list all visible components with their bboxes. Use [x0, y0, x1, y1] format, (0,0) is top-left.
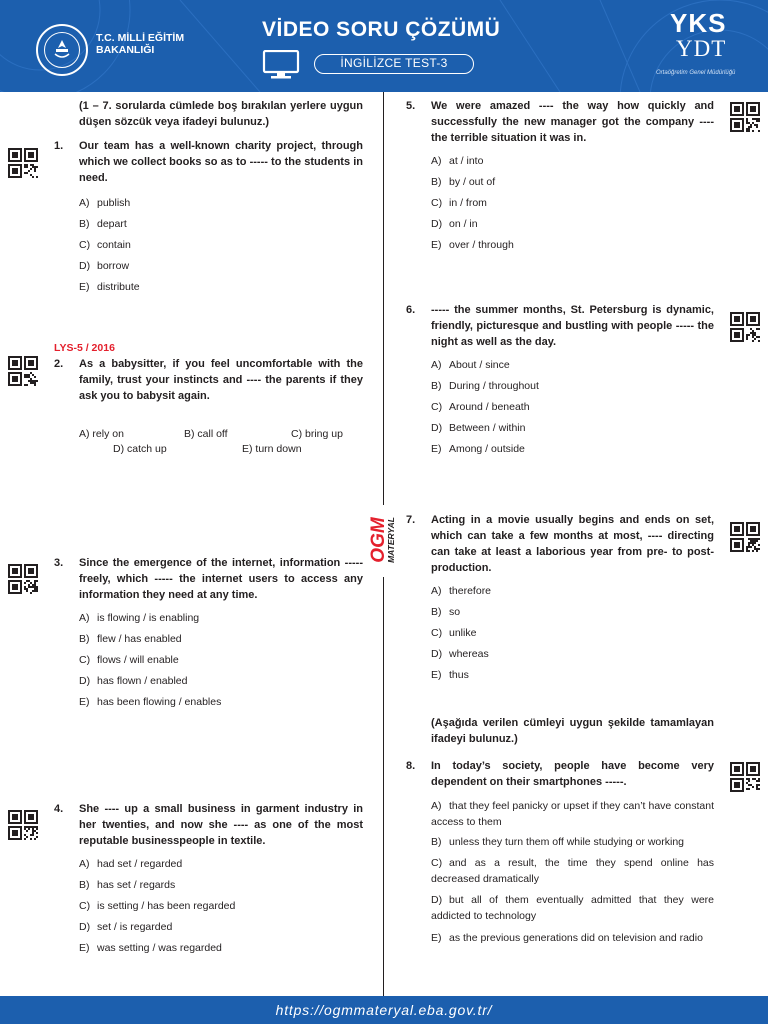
question-4-option-d[interactable]: D) set / is regarded — [79, 921, 173, 933]
question-4-text: She ---- up a small business in garment industry in her twenties, and now she ---- as one of the most reputable businesspeople in textile. — [79, 803, 363, 847]
question-7-text: Acting in a movie usually begins and ends on set, which can take a few months at most, ---- directing can take at least a laborious year from pre- to post-production. — [431, 514, 714, 574]
question-1-option-d[interactable]: D) borrow — [79, 260, 130, 272]
question-1-option-e[interactable]: E) distribute — [79, 281, 140, 293]
question-2-text: As a babysitter, if you feel uncomfortable with the family, trust your instincts and ---- the parents if they ask you to babysit again. — [79, 358, 363, 402]
question-8-option-a[interactable]: A) that they feel panicky or upset if they can’t have constant access to them — [431, 800, 714, 828]
question-6-option-c[interactable]: C) Around / beneath — [431, 401, 530, 413]
question-2-option-d[interactable]: D) catch up — [113, 443, 167, 455]
ministry-logo — [36, 24, 88, 76]
question-3-text: Since the emergence of the internet, information ----- freely, which ----- the internet users to access any information they need at any time. — [79, 557, 363, 601]
question-8-text: In today’s society, people have become very dependent on their smartphones -----. — [431, 760, 714, 788]
question-4-number: 4. — [54, 803, 64, 815]
question-3-option-c[interactable]: C) flows / will enable — [79, 654, 179, 666]
question-5-option-d[interactable]: D) on / in — [431, 218, 478, 230]
ogm-materyal-logo — [365, 505, 401, 577]
question-7-number: 7. — [406, 514, 416, 526]
question-2-option-c[interactable]: C) bring up — [291, 428, 343, 440]
footer-banner — [0, 996, 768, 1024]
question-8-option-b[interactable]: B) unless they turn them off while studying or working — [431, 836, 685, 848]
question-6-option-e[interactable]: E) Among / outside — [431, 443, 525, 455]
qr-code-icon[interactable] — [730, 312, 760, 342]
question-5-option-b[interactable]: B) by / out of — [431, 176, 496, 188]
question-6-option-a[interactable]: A) About / since — [431, 359, 510, 371]
question-8-option-e[interactable]: E) as the previous generations did on television and radio — [431, 932, 703, 944]
qr-code-icon[interactable] — [8, 810, 38, 840]
question-2-option-a[interactable]: A) rely on — [79, 428, 124, 440]
question-3-option-d[interactable]: D) has flown / enabled — [79, 675, 188, 687]
instruction-complete-sentence: (Aşağıda verilen cümleyi uygun şekilde tamamlayan ifadeyi bulunuz.) — [431, 717, 714, 745]
ministry-name-line2: BAKANLIĞI — [96, 44, 155, 56]
monitor-icon — [262, 50, 300, 80]
question-8-option-c[interactable]: C) and as a result, the time they spend online has decreased dramatically — [431, 857, 714, 885]
question-1-number: 1. — [54, 140, 64, 152]
question-2-option-e[interactable]: E) turn down — [242, 443, 302, 455]
question-3-option-e[interactable]: E) has been flowing / enables — [79, 696, 222, 708]
qr-code-icon[interactable] — [8, 564, 38, 594]
footer-url-link[interactable]: https://ogmmateryal.eba.gov.tr/ — [275, 1002, 493, 1018]
qr-code-icon[interactable] — [730, 102, 760, 132]
test-label: İNGİLİZCE TEST-3 — [314, 54, 474, 74]
question-1-option-b[interactable]: B) depart — [79, 218, 127, 230]
question-5-option-c[interactable]: C) in / from — [431, 197, 487, 209]
torch-icon — [52, 38, 72, 62]
question-5-option-e[interactable]: E) over / through — [431, 239, 514, 251]
question-6-option-b[interactable]: B) During / throughout — [431, 380, 539, 392]
exam-label-bottom: YDT — [676, 36, 727, 61]
question-4-option-c[interactable]: C) is setting / has been regarded — [79, 900, 236, 912]
question-2-number: 2. — [54, 358, 64, 370]
question-5-option-a[interactable]: A) at / into — [431, 155, 484, 167]
question-4-option-b[interactable]: B) has set / regards — [79, 879, 176, 891]
question-4-option-a[interactable]: A) had set / regarded — [79, 858, 183, 870]
question-7-option-b[interactable]: B) so — [431, 606, 461, 618]
question-6-option-d[interactable]: D) Between / within — [431, 422, 526, 434]
question-5-number: 5. — [406, 100, 416, 112]
question-1-option-a[interactable]: A) publish — [79, 197, 131, 209]
question-2-option-b[interactable]: B) call off — [184, 428, 228, 440]
question-4-option-e[interactable]: E) was setting / was regarded — [79, 942, 222, 954]
question-1-text: Our team has a well-known charity project, through which we collect books so as to ----- to the students in need. — [79, 140, 363, 184]
ogm-logo-text: OGM — [368, 517, 389, 563]
exam-label-top: YKS — [670, 8, 727, 38]
question-1-option-c[interactable]: C) contain — [79, 239, 131, 251]
qr-code-icon[interactable] — [730, 522, 760, 552]
ministry-name-line1: T.C. MİLLİ EĞİTİM — [96, 32, 185, 44]
question-6-number: 6. — [406, 304, 416, 316]
question-3-number: 3. — [54, 557, 64, 569]
question-7-option-d[interactable]: D) whereas — [431, 648, 489, 660]
question-7-option-e[interactable]: E) thus — [431, 669, 469, 681]
question-5-text: We were amazed ---- the way how quickly and successfully the new manager got the company ---- the terrible situation it was in. — [431, 100, 714, 144]
ministry-name — [96, 32, 184, 56]
question-6-text: ----- the summer months, St. Petersburg is dynamic, friendly, picturesque and bustling with people ----- the night as well as the day. — [431, 304, 714, 348]
question-3-option-b[interactable]: B) flew / has enabled — [79, 633, 182, 645]
instruction-fill-blanks: (1 – 7. sorularda cümlede boş bırakılan yerlere uygun düşen sözcük veya ifadeyi bulunuz.) — [79, 100, 363, 128]
question-7-option-c[interactable]: C) unlike — [431, 627, 477, 639]
qr-code-icon[interactable] — [730, 762, 760, 792]
question-3-option-a[interactable]: A) is flowing / is enabling — [79, 612, 200, 624]
qr-code-icon[interactable] — [8, 148, 38, 178]
header-banner — [0, 0, 768, 92]
question-8-option-d[interactable]: D) but all of them eventually admitted that they were addicted to technology — [431, 894, 714, 922]
materyal-logo-text: MATERYAL — [386, 517, 396, 563]
question-2-source: LYS-5 / 2016 — [54, 342, 115, 354]
question-7-option-a[interactable]: A) therefore — [431, 585, 492, 597]
directorate-label: Ortaöğretim Genel Müdürlüğü — [656, 70, 736, 76]
qr-code-icon[interactable] — [8, 356, 38, 386]
page-title: VİDEO SORU ÇÖZÜMÜ — [262, 18, 501, 41]
question-8-number: 8. — [406, 760, 416, 772]
